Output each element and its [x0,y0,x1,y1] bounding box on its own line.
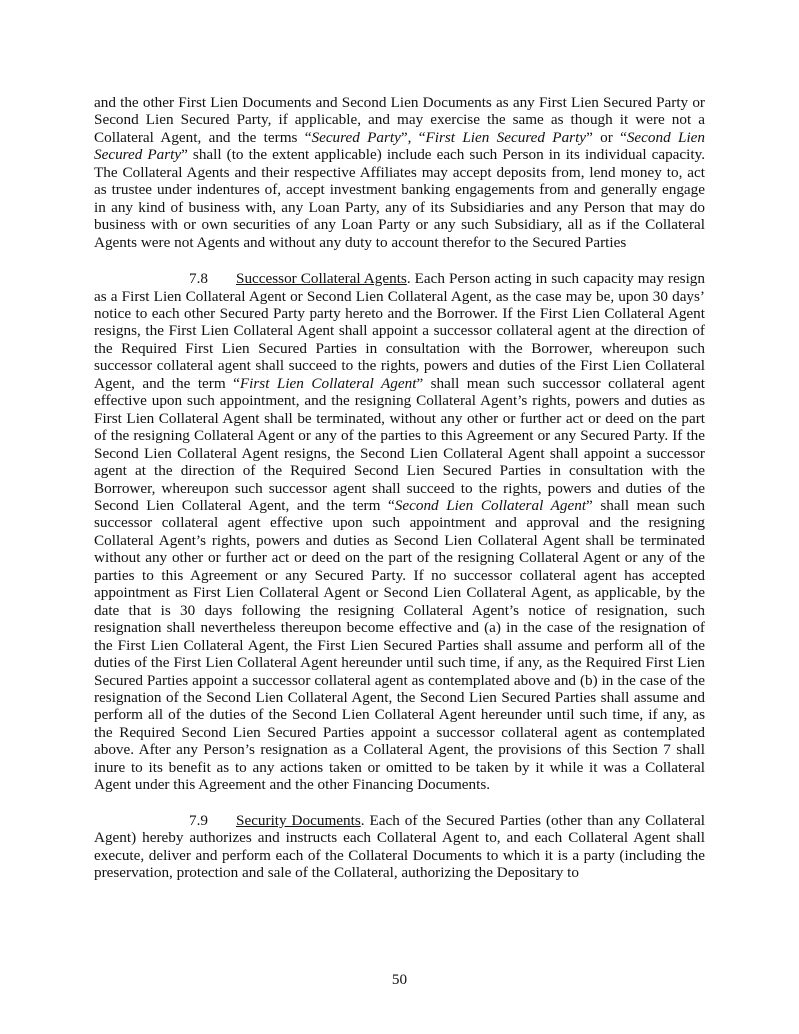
text: . Each of the Secured Parties (other than any Collateral Agent) hereby authorizes and instructs each Collateral Agent to, and each Collateral Agent shall execute, deliver and perform each of the Collateral Documents to which it is a party (including the preservation, protection and sale of the Collateral, authorizing the Depositary to [94,811,705,882]
text: ” shall (to the extent applicable) include each such Person in its individual capacity. The Collateral Agents and their respective Affiliates may accept deposits from, lend money to, act as trustee under indentures of, accept investment banking engagements from and generally engage in any kind of business with, any Loan Party, any of its Subsidiaries and any Person that may do business with or own securities of any Loan Party or any such Subsidiary, all as if the Collateral Agents were not Agents and without any duty to account therefor to the Secured Parties [94,146,705,251]
section-number: 7.9 [189,811,208,829]
section-title: Successor Collateral Agents [236,270,407,288]
text: ” or “ [586,128,627,146]
defined-term: First Lien Secured Party [425,128,587,146]
section-number: 7.8 [189,270,208,288]
text: ” shall mean such successor collateral agent effective upon such appointment, and the resigning Collateral Agent’s rights, powers and duties as First Lien Collateral Agent shall be terminated, without any other or further act or deed on the part of the resigning Collateral Agent or any of the parties to this Agreement or any Secured Party. If the Second Lien Collateral Agent resigns, the Second Lien Collateral Agent shall appoint a successor agent at the direction of the Required Second Lien Secured Parties in consultation with the Borrower, whereupon such successor agent shall succeed to the rights, powers and duties of the Second Lien Collateral Agent, and the term “ [94,374,706,514]
paragraph-affiliates [94,94,705,251]
text: ”, “ [400,128,426,146]
defined-term: First Lien Collateral Agent [239,374,417,392]
section-title: Security Documents [236,811,361,829]
text: and the other First Lien Documents and Second Lien Documents as any First Lien Secured Party or Second Lien Secured Party, if applicable, and may exercise the same as though it were not a Collateral Agent, and the terms “ [94,94,705,146]
section-7-8 [94,270,705,794]
document-page [94,94,705,881]
defined-term: Secured Party [311,128,401,146]
defined-term: Second Lien Collateral Agent [394,496,587,514]
text: . Each Person acting in such capacity may resign as a First Lien Collateral Agent or Second Lien Collateral Agent, as the case may be, upon 30 days’ notice to each other Secured Party party hereto and the Borrower. If the First Lien Collateral Agent resigns, the First Lien Collateral Agent shall appoint a successor collateral agent at the direction of the Required First Lien Secured Parties in consultation with the Borrower, whereupon such successor collateral agent shall succeed to the rights, powers and duties of the First Lien Collateral Agent, and the term “ [94,270,705,392]
text: ” shall mean such successor collateral agent effective upon such appointment and approval and the resigning Collateral Agent’s rights, powers and duties as Second Lien Collateral Agent shall be terminated without any other or further act or deed on the part of the resigning Collateral Agent or any of the parties to this Agreement or any Secured Party. If no successor collateral agent has accepted appointment as First Lien Collateral Agent or Second Lien Collateral Agent, as applicable, by the date that is 30 days following the resigning Collateral Agent’s notice of resignation, such resignation shall nevertheless thereupon become effective and (a) in the case of the resignation of the First Lien Collateral Agent, the First Lien Secured Parties shall assume and perform all of the duties of the First Lien Collateral Agent hereunder until such time, if any, as the Required First Lien Secured Parties appoint a successor collateral agent as contemplated above and (b) in the case of the resignation of the Second Lien Collateral Agent, the Second Lien Secured Parties shall assume and perform all of the duties of the Second Lien Collateral Agent hereunder until such time, if any, as the Required Second Lien Secured Parties appoint a successor collateral agent as contemplated above. After any Person’s resignation as a Collateral Agent, the provisions of this Section 7 shall inure to its benefit as to any actions taken or omitted to be taken by it while it was a Collateral Agent under this Agreement and the other Financing Documents. [94,496,706,794]
page-number: 50 [391,971,408,988]
defined-term: Second Lien Secured Party [94,128,705,164]
section-7-9 [94,812,705,882]
